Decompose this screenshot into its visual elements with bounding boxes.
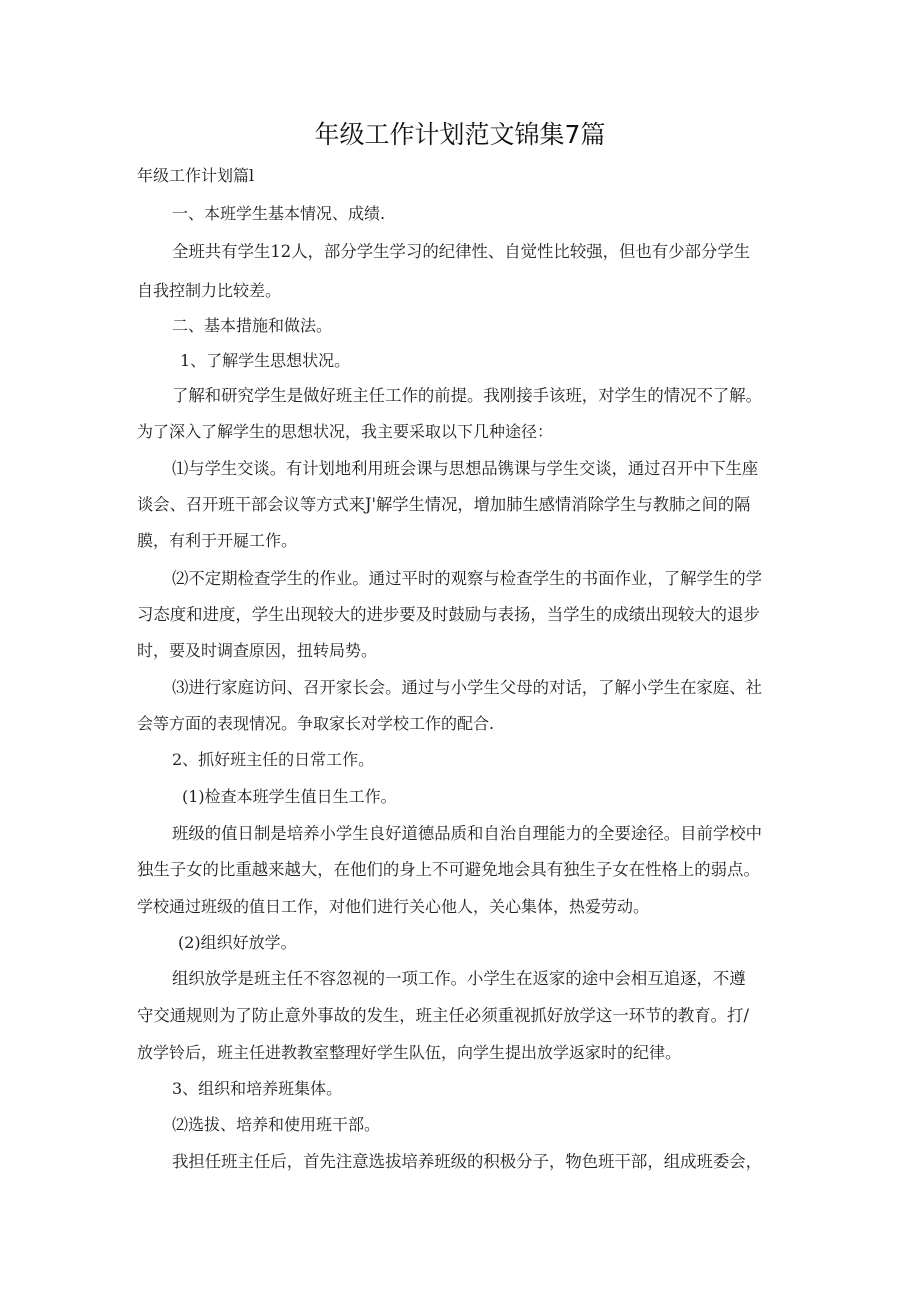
paragraph-line: 2、抓好班主任的日常工作。	[172, 750, 375, 769]
paragraph-line: 全班共有学生12人，部分学生学习的纪律性、自觉性比较强，但也有少部分学生	[172, 242, 751, 261]
paragraph-line: 我担任班主任后，首先注意选拔培养班级的积极分子，物色班干部，组成班委会，	[172, 1152, 763, 1171]
paragraph-line: 了解和研究学生是做好班主任工作的前提。我刚接手该班，对学生的情况不了解。	[172, 386, 763, 405]
paragraph-line: ⑴与学生交谈。有计划地利用班会课与思想品镌课与学生交谈，通过召开中下生座	[172, 459, 759, 478]
paragraph-line: 独生子女的比重越来越大，在他们的身上不可避免地会具有独生子女在性格上的弱点。	[137, 860, 760, 879]
paragraph-line: 1、了解学生思想状况。	[180, 351, 351, 370]
paragraph-line: 二、基本措施和做法。	[172, 316, 333, 335]
paragraph-line: ⑵选拔、培养和使用班干部。	[172, 1115, 381, 1134]
paragraph-line: 班级的值日制是培养小学生良好道德品质和自治自理能力的全要途径。目前学校中	[172, 824, 763, 843]
paragraph-line: 放学铃后，班主任进教教室整理好学生队伍，向学生提出放学返家时的纪律。	[137, 1043, 682, 1062]
document-title: 年级工作计划范文锦集7篇	[314, 120, 606, 149]
paragraph-line: (2)组织好放学。	[178, 933, 297, 952]
paragraph-line: 习态度和进度，学生出现较大的进步要及时鼓励与表扬，当学生的成绩出现较大的退步	[137, 605, 760, 624]
paragraph-line: 一、本班学生基本情况、成绩.	[172, 204, 386, 223]
paragraph-line: 会等方面的表现情况。争取家长对学校工作的配合.	[137, 714, 495, 733]
paragraph-line: 守交通规则为了防止意外事故的发生，班主任必须重视抓好放学这一环节的教育。打/	[137, 1006, 749, 1025]
paragraph-line: 膜，有利于开屣工作。	[137, 531, 298, 550]
paragraph-line: ⑵不定期检查学生的作业。通过平时的观察与检查学生的书面作业，了解学生的学	[172, 569, 763, 588]
paragraph-line: 组织放学是班主任不容忽视的一项工作。小学生在返家的途中会相互追逐，不遵	[172, 969, 746, 988]
paragraph-line: 为了深入了解学生的思想状况，我主要采取以下几种途径：	[137, 422, 554, 441]
paragraph-line: 3、组织和培养班集体。	[172, 1079, 343, 1098]
paragraph-line: 自我控制力比较差。	[137, 281, 282, 300]
paragraph-line: 学校通过班级的值日工作，对他们进行关心他人，关心集体，热爱劳动。	[137, 897, 650, 916]
section-heading: 年级工作计划篇l	[137, 166, 255, 185]
paragraph-line: (1)检查本班学生值日生工作。	[182, 787, 397, 806]
paragraph-line: ⑶进行家庭访问、召开家长会。通过与小学生父母的对话，了解小学生在家庭、社	[172, 678, 763, 697]
paragraph-line: 时，要及时调查原因，扭转局势。	[137, 641, 378, 660]
paragraph-line: 谈会、召开班干部会议等方式来J'解学生情况，增加肺生感情消除学生与教肺之间的隔	[137, 495, 751, 514]
